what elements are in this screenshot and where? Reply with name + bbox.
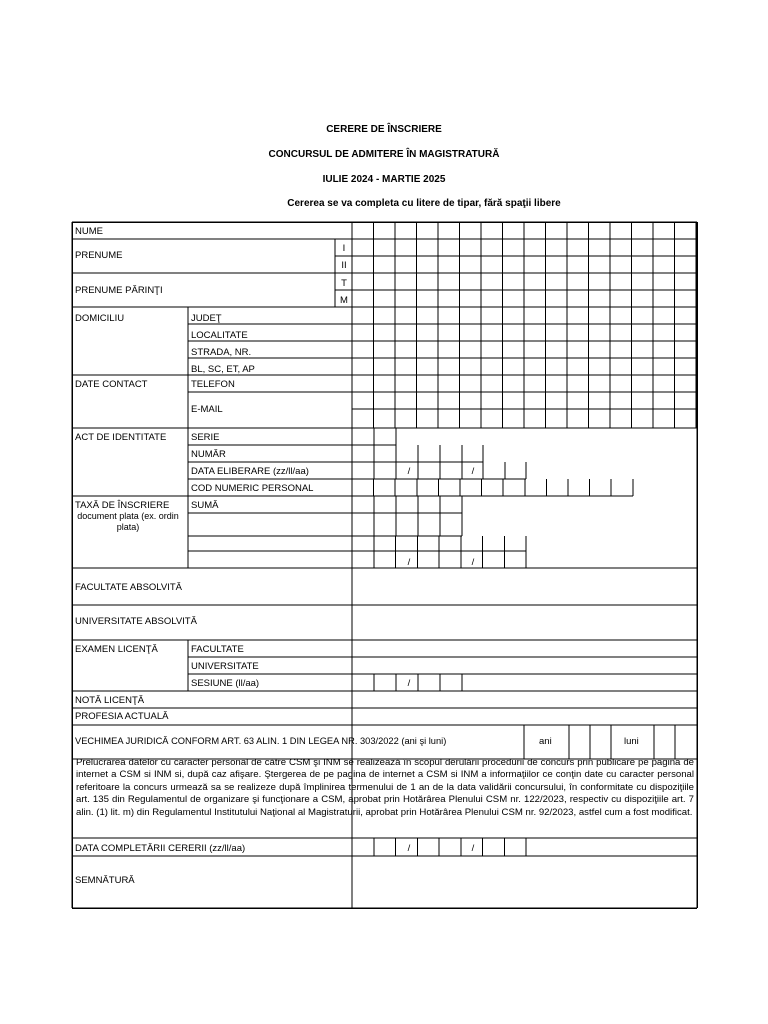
label-prenume-ii: II [341,260,347,271]
label-numar: NUMĂR [191,449,226,460]
slash-taxa-2: / [471,557,475,568]
label-facultate: FACULTATE [191,644,244,655]
label-serie: SERIE [191,432,220,443]
label-universitate: UNIVERSITATE [191,661,259,672]
label-domiciliu: DOMICILIU [75,313,125,324]
label-cnp: COD NUMERIC PERSONAL [191,483,314,494]
label-parinti-m: M [340,295,348,306]
slash-sesiune: / [407,678,411,689]
label-nota-licenta: NOTĂ LICENŢĂ [75,695,145,706]
label-universitate-absolvita: UNIVERSITATE ABSOLVITĂ [75,616,197,627]
label-judet: JUDEŢ [191,313,222,324]
label-email: E-MAIL [191,404,223,415]
label-localitate: LOCALITATE [191,330,248,341]
contest-period: IULIE 2024 - MARTIE 2025 [322,174,446,185]
label-taxa: TAXĂ DE ÎNSCRIERE [75,500,170,511]
label-telefon: TELEFON [191,379,235,390]
form-title: CERERE DE ÎNSCRIERE [326,124,442,135]
label-suma: SUMĂ [191,500,219,511]
label-examen-licenta: EXAMEN LICENŢĂ [75,644,158,655]
label-facultate-absolvita: FACULTATE ABSOLVITĂ [75,582,182,593]
label-prenume: PRENUME [75,250,123,261]
slash-completare-2: / [471,843,475,854]
slash-completare-1: / [407,843,411,854]
label-vechime: VECHIMEA JURIDICĂ CONFORM ART. 63 ALIN. 1 DIN LEGEA NR. 303/2022 (ani şi luni) [75,736,447,746]
label-data-eliberare: DATA ELIBERARE (zz/ll/aa) [191,466,309,477]
label-luni: luni [624,736,639,747]
contest-name: CONCURSUL DE ADMITERE ÎN MAGISTRATURĂ [268,149,500,160]
slash-eliberare-2: / [471,466,475,477]
label-prenume-i: I [342,243,346,254]
label-act-identitate: ACT DE IDENTITATE [75,432,167,443]
label-data-completarii: DATA COMPLETĂRII CERERII (zz/ll/aa) [75,843,246,854]
label-profesia: PROFESIA ACTUALĂ [75,711,169,722]
label-taxa-document: document plata (ex. ordin plata) [77,511,179,532]
fill-instruction: Cererea se va completa cu litere de tipar, fără spaţii libere [287,198,561,209]
label-prenume-parinti: PRENUME PĂRINŢI [75,285,163,296]
label-sesiune: SESIUNE (ll/aa) [191,678,260,689]
data-processing-notice: Prelucrarea datelor cu caracter personal de către CSM şi INM se realizează în scopul derulării procedurii de concurs prin publicare pe pagina de internet a CSM si INM si, după caz afişare. Ştergerea de pe pagina de internet a CSM si INM a informaţiilor ce conţin date cu caracter personal referitoare la concurs urmează sa se realizeze după împlinirea termenului de 1 an de la data validării concursului, în conformitate cu dispoziţiile art. 135 din Regulamentul de organizare şi funcţionare a CSM, aprobat prin Hotărârea Plenului CSM nr. 122/2023, respectiv cu dispoziţiile art. 7 alin. (1) lit. m) din Regulamentul Institutului Naţional al Magistraturii, aprobat prin Hotărârea Plenului CSM nr. 92/2023, astfel cum a fost modificat. [76,757,694,818]
label-strada: STRADA, NR. [191,347,252,358]
label-bloc: BL, SC, ET, AP [191,364,255,375]
slash-taxa-1: / [407,557,411,568]
label-nume: NUME [75,226,103,237]
slash-eliberare-1: / [407,466,411,477]
label-parinti-t: T [341,278,347,289]
label-date-contact: DATE CONTACT [75,379,148,390]
label-ani: ani [539,736,552,747]
label-semnatura: SEMNĂTURĂ [75,875,135,886]
